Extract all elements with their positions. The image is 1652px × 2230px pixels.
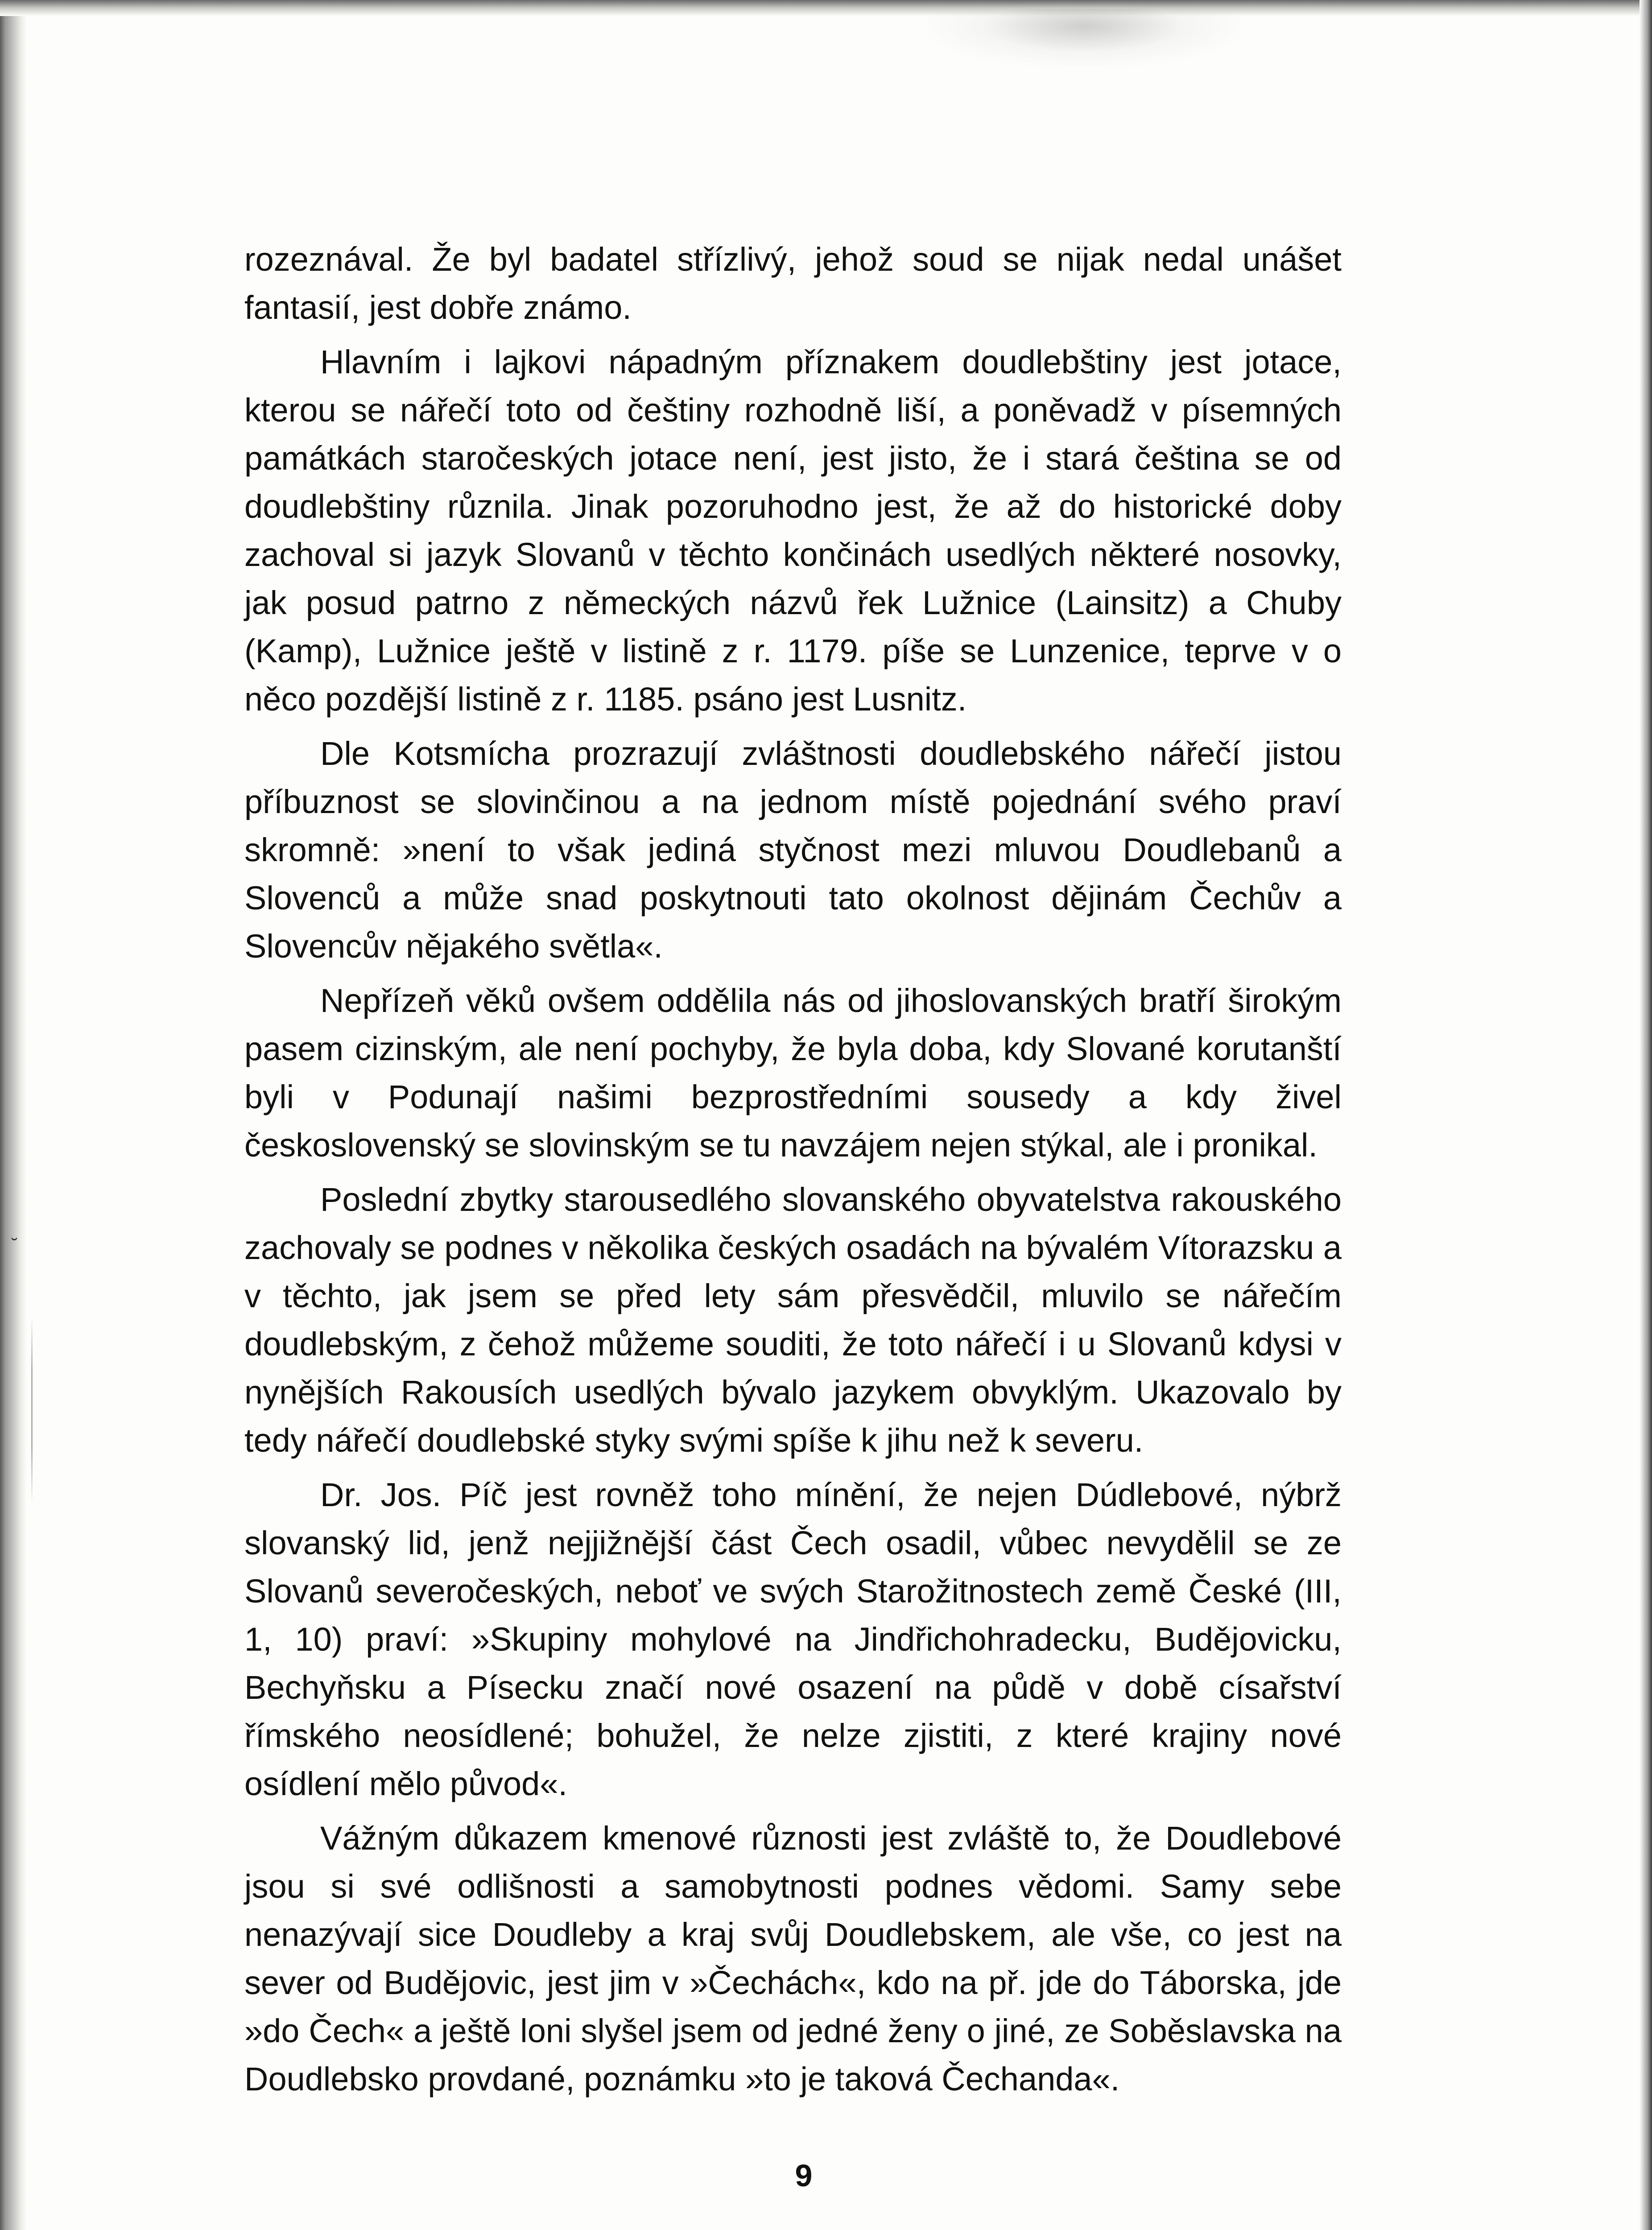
paragraph-7: Vážným důkazem kmenové různosti jest zvláště to, že Doudlebové jsou si své odlišnosti a samobytnosti podnes vědomi. Samy sebe nenazývají sice Doudleby a kraj svůj Doudlebskem, ale vše, co jest na sever od Budějovic, jest jim v »Čechách«, kdo na př. jde do Táborska, jde »do Čech« a ještě loni slyšel jsem od jedné ženy o jiné, ze Soběslavska na Doudlebsko provdané, poznámku »to je taková Čechanda«.: [244, 1820, 1342, 2098]
paragraph-4: Nepřízeň věků ovšem oddělila nás od jihoslovanských bratří širokým pasem cizinským, ale není pochyby, že byla doba, kdy Slované korutanští byli v Podunají našimi bezprostředními sousedy a kdy živel československý se slovinským se tu navzájem nejen stýkal, ale i pronikal.: [244, 982, 1342, 1164]
margin-line: [31, 1316, 33, 1503]
paragraph-5: Poslední zbytky starousedlého slovanského obyvatelstva rakouského zachovaly se podnes v několika českých osadách na bývalém Vítorazsku a v těchto, jak jsem se před lety sám přesvědčil, mluvilo se nářečím doudlebským, z čehož můžeme souditi, že toto nářečí i u Slovanů kdysi v nynějších Rakousích usedlých bývalo jazykem obvyklým. Ukazovalo by tedy nářečí doudlebské styky svými spíše k jihu než k severu.: [244, 1181, 1342, 1459]
paragraph-6: Dr. Jos. Píč jest rovněž toho mínění, že nejen Dúdlebové, nýbrž slovanský lid, jenž nejjižnější část Čech osadil, vůbec nevydělil se ze Slovanů severočeských, neboť ve svých Starožitnostech země České (III, 1, 10) praví: »Skupiny mohylové na Jindřichohradecku, Budějovicku, Bechyňsku a Písecku značí nové osazení na půdě v době císařství římského neosídlené; bohužel, že nelze zjistiti, z které krajiny nové osídlení mělo původ«.: [244, 1476, 1342, 1802]
scan-edge-top: [0, 0, 1652, 16]
paragraph-2: Hlavním i lajkovi nápadným příznakem doudlebštiny jest jotace, kterou se nářečí toto od češtiny rozhodně liší, a poněvadž v písemných památkách staročeských jotace není, jest jisto, že i stará čeština se od doudlebštiny různila. Jinak pozoruhodno jest, že až do historické doby zachoval si jazyk Slovanů v těchto končinách usedlých některé nosovky, jak posud patrno z německých názvů řek Lužnice (Lainsitz) a Chuby (Kamp), Lužnice ještě v listině z r. 1179. píše se Lunzenice, teprve v o něco pozdější listině z r. 1185. psáno jest Lusnitz.: [244, 343, 1342, 718]
scan-smudge: [928, 9, 1240, 67]
scan-edge-right: [1640, 0, 1652, 2230]
margin-mark: ˘: [10, 1236, 19, 1256]
scan-edge-left: [0, 0, 27, 2230]
paragraph-1: rozeznával. Že byl badatel střízlivý, jehož soud se nijak nedal unášet fantasií, jest dobře známo.: [244, 241, 1342, 326]
page-number: 9: [795, 2158, 813, 2193]
body-text: [244, 235, 1342, 2110]
paragraph-3: Dle Kotsmícha prozrazují zvláštnosti doudlebského nářečí jistou příbuznost se slovinčinou a na jednom místě pojednání svého praví skromně: »není to však jediná styčnost mezi mluvou Doudlebanů a Slovenců a může snad poskytnouti tato okolnost dějinám Čechův a Slovencův nějakého světla«.: [244, 735, 1342, 965]
